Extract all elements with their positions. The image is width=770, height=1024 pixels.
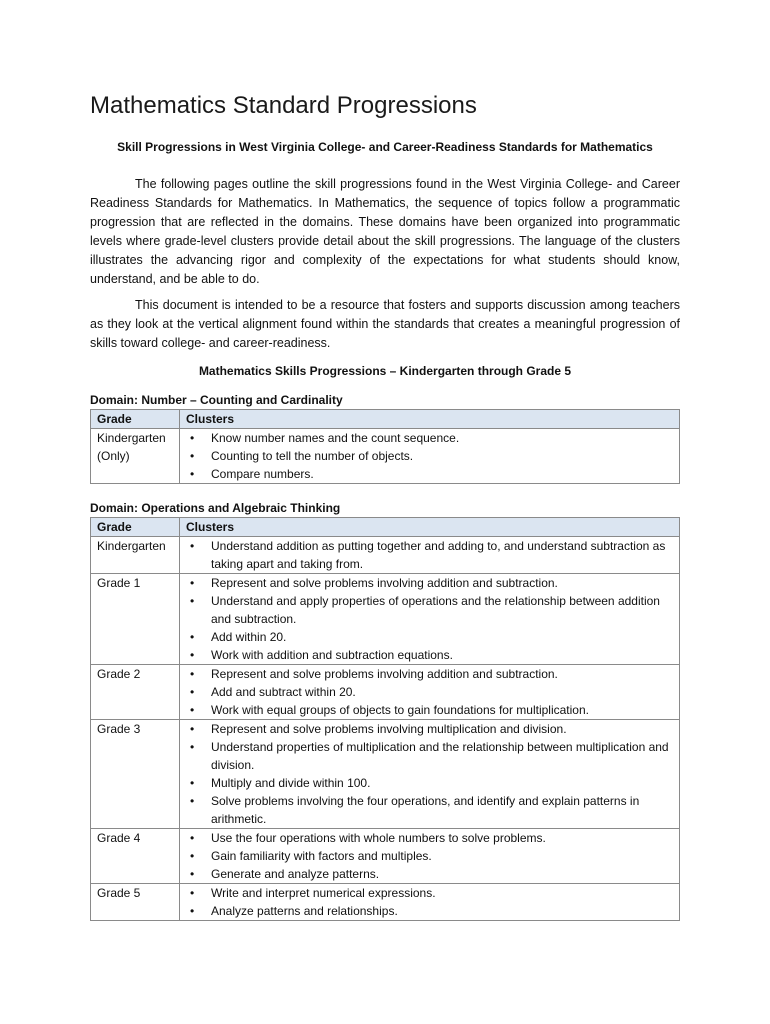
grade-cell: Grade 1	[91, 574, 180, 665]
progression-table	[90, 409, 680, 484]
cluster-item: • Represent and solve problems involving addition and subtraction.	[186, 574, 673, 592]
clusters-cell	[180, 884, 680, 921]
cluster-item: • Add and subtract within 20.	[186, 683, 673, 701]
cluster-item: • Analyze patterns and relationships.	[186, 902, 673, 920]
table-row	[91, 537, 680, 574]
cluster-list	[186, 829, 673, 883]
grade-cell: Grade 3	[91, 720, 180, 829]
clusters-column-header: Clusters	[180, 518, 680, 537]
table-row	[91, 574, 680, 665]
cluster-item: • Represent and solve problems involving multiplication and division.	[186, 720, 673, 738]
cluster-item: • Represent and solve problems involving addition and subtraction.	[186, 665, 673, 683]
cluster-item: • Write and interpret numerical expressions.	[186, 884, 673, 902]
table-row	[91, 829, 680, 884]
cluster-item: • Understand addition as putting together and adding to, and understand subtraction as taking apart and taking from.	[186, 537, 673, 573]
table-row	[91, 720, 680, 829]
clusters-cell	[180, 574, 680, 665]
grade-cell: Grade 5	[91, 884, 180, 921]
clusters-cell	[180, 665, 680, 720]
cluster-item: • Understand properties of multiplication and the relationship between multiplication and division.	[186, 738, 673, 774]
table-row	[91, 665, 680, 720]
cluster-list	[186, 574, 673, 664]
cluster-list	[186, 537, 673, 573]
page-subtitle: Skill Progressions in West Virginia College- and Career-Readiness Standards for Mathematics	[117, 140, 653, 154]
grade-column-header: Grade	[91, 410, 180, 429]
table-row	[91, 429, 680, 484]
clusters-cell	[180, 720, 680, 829]
cluster-item: • Know number names and the count sequence.	[186, 429, 673, 447]
purpose-paragraph: This document is intended to be a resource that fosters and supports discussion among teachers as they look at the vertical alignment found within the standards that creates a meaningful progression of skills toward college- and career-readiness.	[90, 298, 680, 350]
cluster-item: • Multiply and divide within 100.	[186, 774, 673, 792]
cluster-item: • Understand and apply properties of operations and the relationship between addition and subtraction.	[186, 592, 673, 628]
cluster-item: • Solve problems involving the four operations, and identify and explain patterns in arithmetic.	[186, 792, 673, 828]
grade-cell: Kindergarten	[91, 537, 180, 574]
cluster-list	[186, 884, 673, 920]
domain-heading: Domain: Number – Counting and Cardinality	[90, 393, 343, 407]
cluster-item: • Counting to tell the number of objects.	[186, 447, 673, 465]
clusters-cell	[180, 537, 680, 574]
cluster-list	[186, 720, 673, 828]
grade-cell: Grade 2	[91, 665, 180, 720]
table-header-row	[91, 518, 680, 537]
clusters-column-header: Clusters	[180, 410, 680, 429]
cluster-item: • Gain familiarity with factors and multiples.	[186, 847, 673, 865]
intro-paragraph: The following pages outline the skill progressions found in the West Virginia College- and Career Readiness Standards for Mathematics. In Mathematics, the sequence of topics follow a programmatic progression that are reflected in the domains. These domains have been organized into programmatic levels where grade-level clusters provide detail about the skill progressions. The language of the clusters illustrates the advancing rigor and complexity of the expectations for what students should know, understand, and be able to do.	[90, 177, 680, 286]
page-title: Mathematics Standard Progressions	[90, 92, 477, 119]
section-title: Mathematics Skills Progressions – Kindergarten through Grade 5	[198, 364, 572, 378]
domain-heading: Domain: Operations and Algebraic Thinking	[90, 501, 341, 515]
cluster-item: • Work with addition and subtraction equations.	[186, 646, 673, 664]
progression-table	[90, 517, 680, 921]
cluster-item: • Work with equal groups of objects to gain foundations for multiplication.	[186, 701, 673, 719]
table-row	[91, 884, 680, 921]
clusters-cell	[180, 829, 680, 884]
table-header-row	[91, 410, 680, 429]
grade-cell: Grade 4	[91, 829, 180, 884]
clusters-cell	[180, 429, 680, 484]
cluster-list	[186, 665, 673, 719]
grade-column-header: Grade	[91, 518, 180, 537]
cluster-list	[186, 429, 673, 483]
grade-cell: Kindergarten (Only)	[91, 429, 180, 484]
cluster-item: • Add within 20.	[186, 628, 673, 646]
cluster-item: • Compare numbers.	[186, 465, 673, 483]
cluster-item: • Generate and analyze patterns.	[186, 865, 673, 883]
cluster-item: • Use the four operations with whole numbers to solve problems.	[186, 829, 673, 847]
